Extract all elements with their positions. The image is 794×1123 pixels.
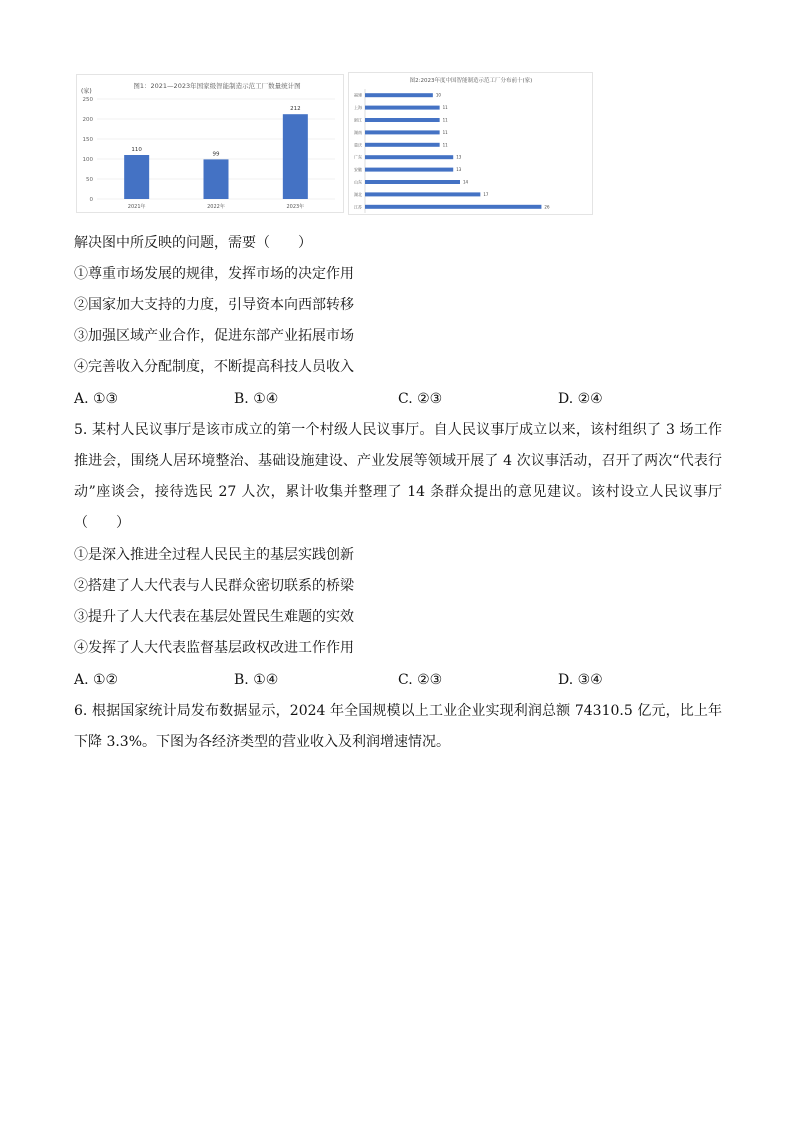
x-tick-label: 2021年 <box>127 204 146 210</box>
x-tick-label: 2023年 <box>286 204 305 210</box>
chart-title: 图2:2023年度中国智能制造示范工厂分布前十(家) <box>409 78 533 84</box>
chart-title: 图1：2021—2023年国家级智能制造示范工厂数量统计图 <box>133 82 301 90</box>
y-tick-label: 浙江 <box>354 117 362 123</box>
q5-item-4: ④发挥了人大代表监督基层政权改进工作作用 <box>74 640 354 656</box>
y-tick-label: 50 <box>86 177 93 183</box>
data-label: 11 <box>442 142 448 148</box>
y-tick-label: 安徽 <box>354 167 362 173</box>
y-tick-label: 江苏 <box>354 204 362 210</box>
q4-item-3: ③加强区域产业合作，促进东部产业拓展市场 <box>74 328 354 344</box>
bar-湖南 <box>365 130 440 134</box>
bar-重庆 <box>365 143 440 147</box>
bar-上海 <box>365 106 440 110</box>
data-label: 99 <box>212 151 220 158</box>
y-tick-label: 0 <box>89 197 93 203</box>
y-tick-label: 200 <box>82 117 93 123</box>
q5-item-2: ②搭建了人大代表与人民群众密切联系的桥梁 <box>74 578 354 594</box>
q4-stem: 解决图中所反映的问题，需要（ ） <box>74 235 312 251</box>
figure-1-bar-chart <box>76 74 344 213</box>
q5-option-d[interactable]: D. ③④ <box>558 672 603 688</box>
y-tick-label: 上海 <box>354 105 362 111</box>
y-tick-label: 湖北 <box>354 191 362 197</box>
data-label: 212 <box>290 106 301 113</box>
figure-2-svg <box>349 73 592 214</box>
x-tick-label: 2022年 <box>207 204 225 210</box>
figure-1-svg <box>77 75 343 212</box>
y-tick-label: 福建 <box>354 92 362 98</box>
bar-2023年 <box>283 114 308 199</box>
q4-option-c[interactable]: C. ②③ <box>398 391 443 407</box>
y-tick-label: 山东 <box>354 179 362 185</box>
data-label: 26 <box>544 204 550 210</box>
q6-stem: 6. 根据国家统计局发布数据显示，2024 年全国规模以上工业企业实现利润总额 74310.5 亿元，比上年下降 3.3%。下图为各经济类型的营业收入及利润增速情况。 <box>74 703 722 750</box>
y-tick-label: 重庆 <box>354 142 362 148</box>
data-label: 11 <box>442 129 448 135</box>
data-label: 14 <box>463 179 469 185</box>
y-tick-label: 广东 <box>354 154 362 160</box>
y-tick-label: 湖南 <box>354 129 362 135</box>
bar-山东 <box>365 180 460 184</box>
y-tick-label: 250 <box>82 97 93 103</box>
data-label: 11 <box>442 117 448 123</box>
q5-stem: 5. 某村人民议事厅是该市成立的第一个村级人民议事厅。自人民议事厅成立以来，该村组织了 3 场工作推进会，围绕人居环境整治、基础设施建设、产业发展等领域开展了 4 次议事活动，召开了两次“代表行动”座谈会，接待选民 27 人次，累计收集并整理了 14 条群众提出的意见建议。该村设立人民议事厅（ ） <box>74 422 722 531</box>
q5-option-c[interactable]: C. ②③ <box>398 672 443 688</box>
bar-浙江 <box>365 118 440 122</box>
q4-option-d[interactable]: D. ②④ <box>558 391 603 407</box>
bar-湖北 <box>365 192 480 196</box>
data-label: 11 <box>442 105 448 111</box>
q4-item-2: ②国家加大支持的力度，引导资本向西部转移 <box>74 297 354 313</box>
bar-安徽 <box>365 168 453 172</box>
q5-option-b[interactable]: B. ①④ <box>234 672 279 688</box>
data-label: 17 <box>483 191 489 197</box>
data-label: 110 <box>131 147 142 153</box>
bar-2021年 <box>124 155 149 199</box>
q5-option-a[interactable]: A. ①② <box>74 672 119 688</box>
q5-item-3: ③提升了人大代表在基层处置民生难题的实效 <box>74 609 354 625</box>
q4-option-b[interactable]: B. ①④ <box>234 391 279 407</box>
y-axis-label: (家) <box>81 88 92 95</box>
figure-2-bar-chart <box>348 72 593 215</box>
data-label: 13 <box>456 167 462 173</box>
y-tick-label: 150 <box>82 137 93 143</box>
bar-福建 <box>365 93 433 97</box>
bar-2022年 <box>204 159 229 199</box>
bar-广东 <box>365 155 453 159</box>
q5-item-1: ①是深入推进全过程人民民主的基层实践创新 <box>74 547 354 563</box>
data-label: 10 <box>435 92 441 98</box>
q4-option-a[interactable]: A. ①③ <box>74 391 119 407</box>
y-tick-label: 100 <box>82 157 93 163</box>
q4-item-1: ①尊重市场发展的规律，发挥市场的决定作用 <box>74 266 354 282</box>
bar-江苏 <box>365 205 541 209</box>
data-label: 13 <box>456 154 462 160</box>
q4-item-4: ④完善收入分配制度，不断提高科技人员收入 <box>74 359 354 375</box>
